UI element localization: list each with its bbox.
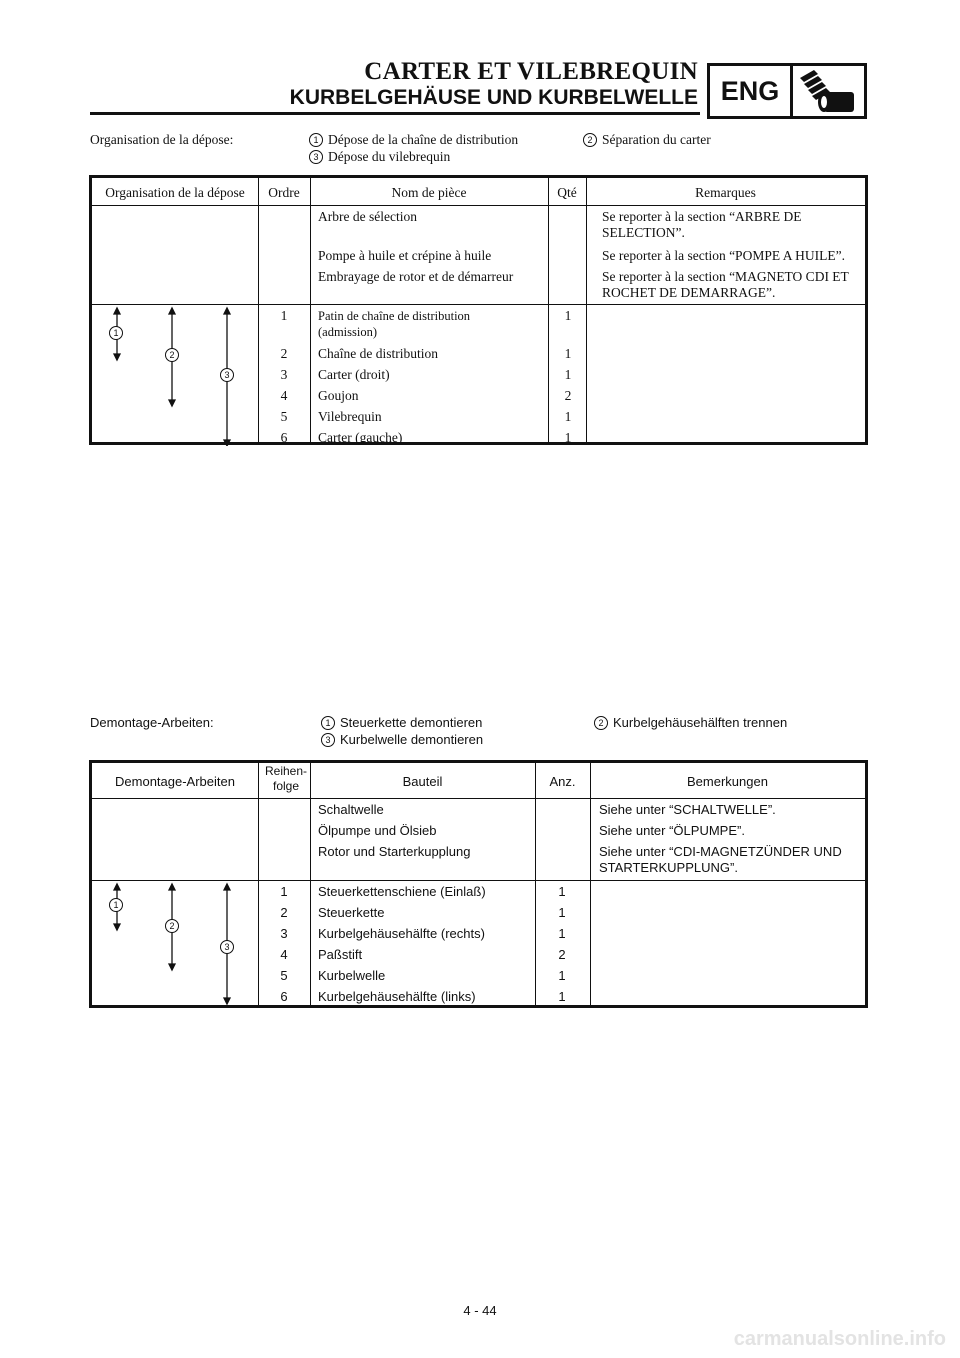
part-name: Ölpumpe und Ölsieb [318, 823, 437, 838]
org-step-de-2 [594, 715, 787, 730]
step-number-badge: 1 [321, 716, 335, 730]
page-title-de: KURBELGEHÄUSE UND KURBELWELLE [289, 86, 698, 109]
order-number: 5 [280, 409, 288, 424]
org-step-text: Séparation du carter [602, 132, 711, 147]
section-tag [707, 63, 867, 119]
org-step-de-1 [321, 715, 482, 730]
part-name: Carter (droit) [318, 367, 390, 382]
remark: Siehe unter “ÖLPUMPE”. [599, 823, 745, 838]
order-number: 1 [280, 884, 288, 899]
header-rule [92, 205, 865, 206]
part-name: Vilebrequin [318, 409, 382, 424]
quantity: 1 [558, 905, 566, 920]
part-name: Goujon [318, 388, 359, 403]
quantity: 2 [558, 947, 566, 962]
header-rule [92, 798, 865, 799]
part-name: Paßstift [318, 947, 363, 962]
remark: Siehe unter “SCHALTWELLE”. [599, 802, 776, 817]
part-name: Kurbelgehäusehälfte (links) [318, 989, 476, 1004]
col-header: Bemerkungen [687, 774, 768, 789]
col-header: Bauteil [402, 774, 443, 789]
step-marker-2: 2 [165, 919, 179, 933]
org-step-text: Steuerkette demontieren [340, 715, 483, 730]
col-divider [258, 178, 259, 442]
step-marker-1: 1 [109, 898, 123, 912]
header-rule [90, 112, 700, 115]
order-number: 3 [280, 367, 288, 382]
removal-table-de [89, 760, 868, 1008]
col-divider [310, 763, 311, 1005]
section-divider [92, 304, 865, 305]
order-number: 6 [280, 989, 288, 1004]
part-name: Schaltwelle [318, 802, 384, 817]
col-divider [258, 763, 259, 1005]
col-header: Anz. [549, 774, 576, 789]
engine-cylinder-icon [794, 68, 864, 116]
col-header: Qté [557, 185, 577, 200]
org-step-text: Kurbelgehäusehälften trennen [613, 715, 788, 730]
remark: Se reporter à la section “ARBRE DE SELECTION”. [602, 209, 802, 240]
step-range-arrows [108, 306, 238, 446]
section-divider [92, 880, 865, 881]
order-number: 3 [280, 926, 288, 941]
quantity: 1 [558, 968, 566, 983]
remark: Se reporter à la section “POMPE A HUILE”. [602, 248, 845, 263]
org-step-fr-3 [309, 149, 450, 165]
part-name: Carter (gauche) [318, 430, 403, 445]
part-name: Embrayage de rotor et de démarreur [318, 269, 514, 284]
org-label-fr: Organisation de la dépose: [90, 132, 234, 147]
step-marker-3: 3 [220, 940, 234, 954]
quantity: 1 [564, 409, 572, 424]
org-step-text: Kurbelwelle demontieren [340, 732, 484, 747]
step-number-badge: 3 [309, 150, 323, 164]
part-name: Patin de chaîne de distribution (admission) [318, 309, 471, 339]
quantity: 1 [564, 367, 572, 382]
part-name: Steuerkettenschiene (Einlaß) [318, 884, 486, 899]
quantity: 1 [558, 926, 566, 941]
org-label-de: Demontage-Arbeiten: [90, 715, 214, 730]
quantity: 1 [564, 308, 572, 323]
step-number-badge: 1 [309, 133, 323, 147]
order-number: 4 [280, 947, 288, 962]
part-name: Chaîne de distribution [318, 346, 438, 361]
page-title-fr: CARTER ET VILEBREQUIN [364, 58, 698, 85]
part-name: Rotor und Starterkupplung [318, 844, 471, 859]
col-header: Remarques [695, 185, 756, 200]
remark: Siehe unter “CDI-MAGNETZÜNDER UND STARTERKUPPLUNG”. [599, 844, 842, 875]
col-divider [535, 763, 536, 1005]
step-marker-2: 2 [165, 348, 179, 362]
col-header: Reihen-folge [264, 764, 308, 793]
step-number-badge: 2 [583, 133, 597, 147]
step-marker-1: 1 [109, 326, 123, 340]
part-name: Pompe à huile et crépine à huile [318, 248, 492, 263]
part-name: Steuerkette [318, 905, 385, 920]
org-step-text: Dépose du vilebrequin [328, 149, 451, 164]
org-step-fr-1 [309, 132, 518, 148]
step-marker-3: 3 [220, 368, 234, 382]
step-range-arrows [108, 882, 238, 1006]
order-number: 2 [280, 905, 288, 920]
step-number-badge: 2 [594, 716, 608, 730]
removal-table-fr [89, 175, 868, 445]
page-number: 4 - 44 [463, 1303, 497, 1318]
quantity: 1 [558, 884, 566, 899]
watermark: carmanualsonline.info [733, 1328, 946, 1350]
order-number: 6 [280, 430, 288, 445]
order-number: 2 [280, 346, 288, 361]
col-header: Demontage-Arbeiten [115, 774, 235, 789]
order-number: 4 [280, 388, 288, 403]
order-number: 5 [280, 968, 288, 983]
section-tag-label: ENG [710, 66, 793, 116]
quantity: 2 [564, 388, 572, 403]
quantity: 1 [558, 989, 566, 1004]
part-name: Kurbelwelle [318, 968, 386, 983]
quantity: 1 [564, 430, 572, 445]
step-number-badge: 3 [321, 733, 335, 747]
part-name: Kurbelgehäusehälfte (rechts) [318, 926, 485, 941]
remark: Se reporter à la section “MAGNETO CDI ET ROCHET DE DEMARRAGE”. [602, 269, 849, 300]
col-divider [590, 763, 591, 1005]
part-name: Arbre de sélection [318, 209, 417, 224]
org-step-text: Dépose de la chaîne de distribution [328, 132, 519, 147]
order-number: 1 [280, 308, 288, 323]
col-divider [310, 178, 311, 442]
col-header: Nom de pièce [391, 185, 467, 200]
col-header: Ordre [268, 185, 300, 200]
org-step-fr-2 [583, 132, 711, 148]
col-header: Organisation de la dépose [105, 185, 245, 200]
org-step-de-3 [321, 732, 483, 747]
quantity: 1 [564, 346, 572, 361]
